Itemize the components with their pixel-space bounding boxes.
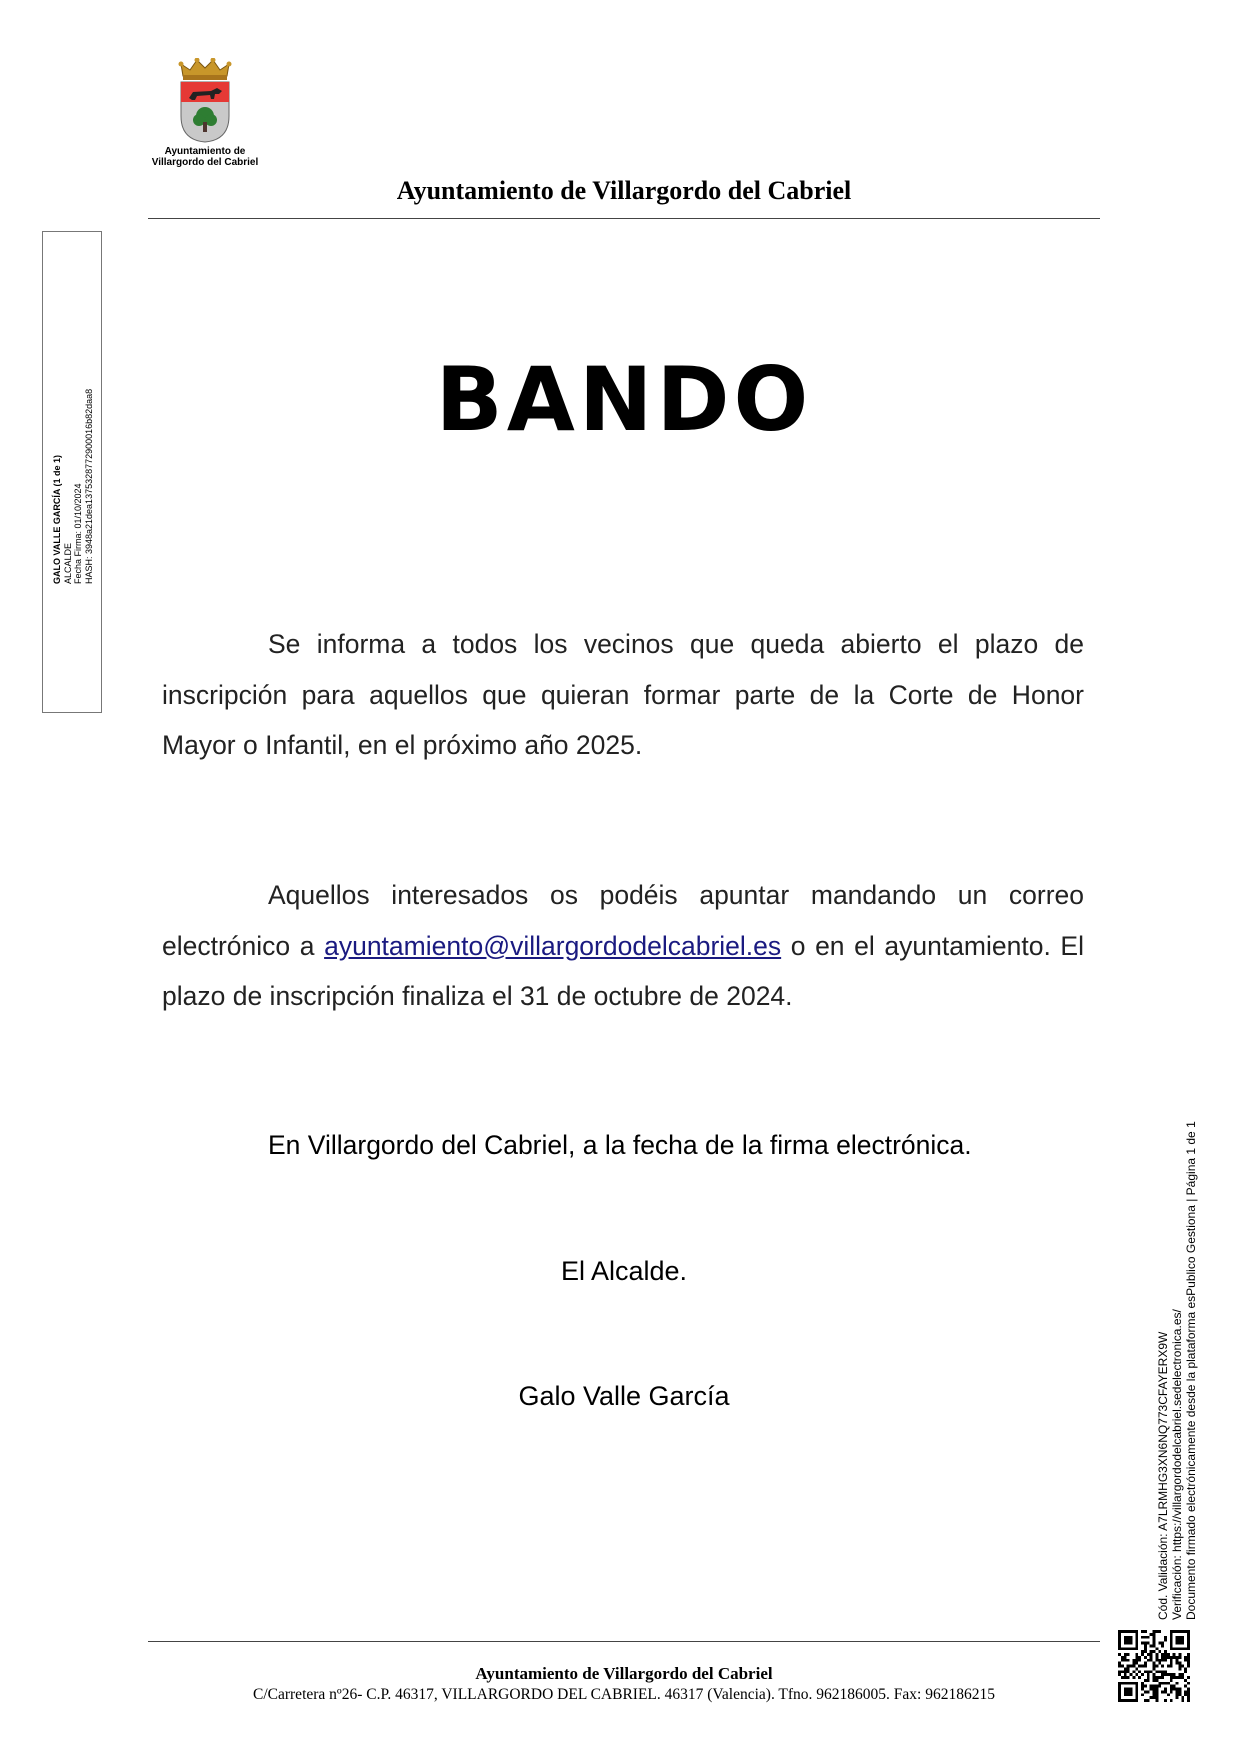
signer-title: El Alcalde. (560, 1256, 688, 1286)
signature-stamp (52, 389, 94, 584)
logo-caption: Ayuntamiento de Villargordo del Cabriel (151, 146, 259, 168)
qr-code-icon (1118, 1630, 1190, 1702)
header-title: Ayuntamiento de Villargordo del Cabriel (396, 176, 852, 205)
signer-stamp-hash: HASH: 3948a21dea1375328772900016b82daa8 (83, 388, 94, 584)
paragraph-instructions-end: o en el ayuntamiento. El plazo de inscripción finaliza el 31 de octubre de 2024. (162, 930, 1084, 1011)
header-divider (148, 218, 1100, 219)
signer-stamp-role: ALCALDE (62, 542, 73, 584)
signer-stamp-date: Fecha Firma: 01/10/2024 (73, 483, 83, 584)
paragraph-instructions-start: Aquellos interesados os podéis apuntar mandando un correo electrónico a (162, 880, 1084, 961)
signer-stamp-name: GALO VALLE GARCÍA (1 de 1) (52, 454, 62, 584)
email-link[interactable]: ayuntamiento@villargordodelcabriel.es (324, 930, 782, 961)
footer-address: C/Carretera nº26- C.P. 46317, VILLARGORDO DEL CABRIEL. 46317 (Valencia). Tfno. 962186005. Fax: 962186215 (253, 1686, 995, 1703)
platform-note: Documento firmado electrónicamente desde la plataforma esPublico Gestiona | Página 1 de 1 (1184, 1121, 1198, 1620)
coat-of-arms-icon (177, 58, 233, 144)
footer-name: Ayuntamiento de Villargordo del Cabriel (475, 1664, 773, 1683)
document-title: BANDO (435, 348, 813, 451)
validation-code: Cód. Validación: A7LRMHG3XN6NQ773CFAYERX9W (1156, 1331, 1170, 1620)
verification-url: Verificación: https://villargordodelcabriel.sedelectronica.es/ (1170, 1309, 1184, 1620)
signer-name: Galo Valle García (518, 1381, 730, 1411)
coat-of-arms-logo (150, 58, 260, 168)
verification-block (1156, 1121, 1198, 1620)
footer-divider (148, 1641, 1100, 1642)
paragraph-announcement: Se informa a todos los vecinos que queda abierto el plazo de inscripción para aquellos que quieran formar parte de la Corte de Honor Mayor o Infantil, en el próximo año 2025. (162, 629, 1084, 760)
paragraph-instructions (162, 870, 1084, 1022)
place-date: En Villargordo del Cabriel, a la fecha de la firma electrónica. (268, 1130, 972, 1160)
